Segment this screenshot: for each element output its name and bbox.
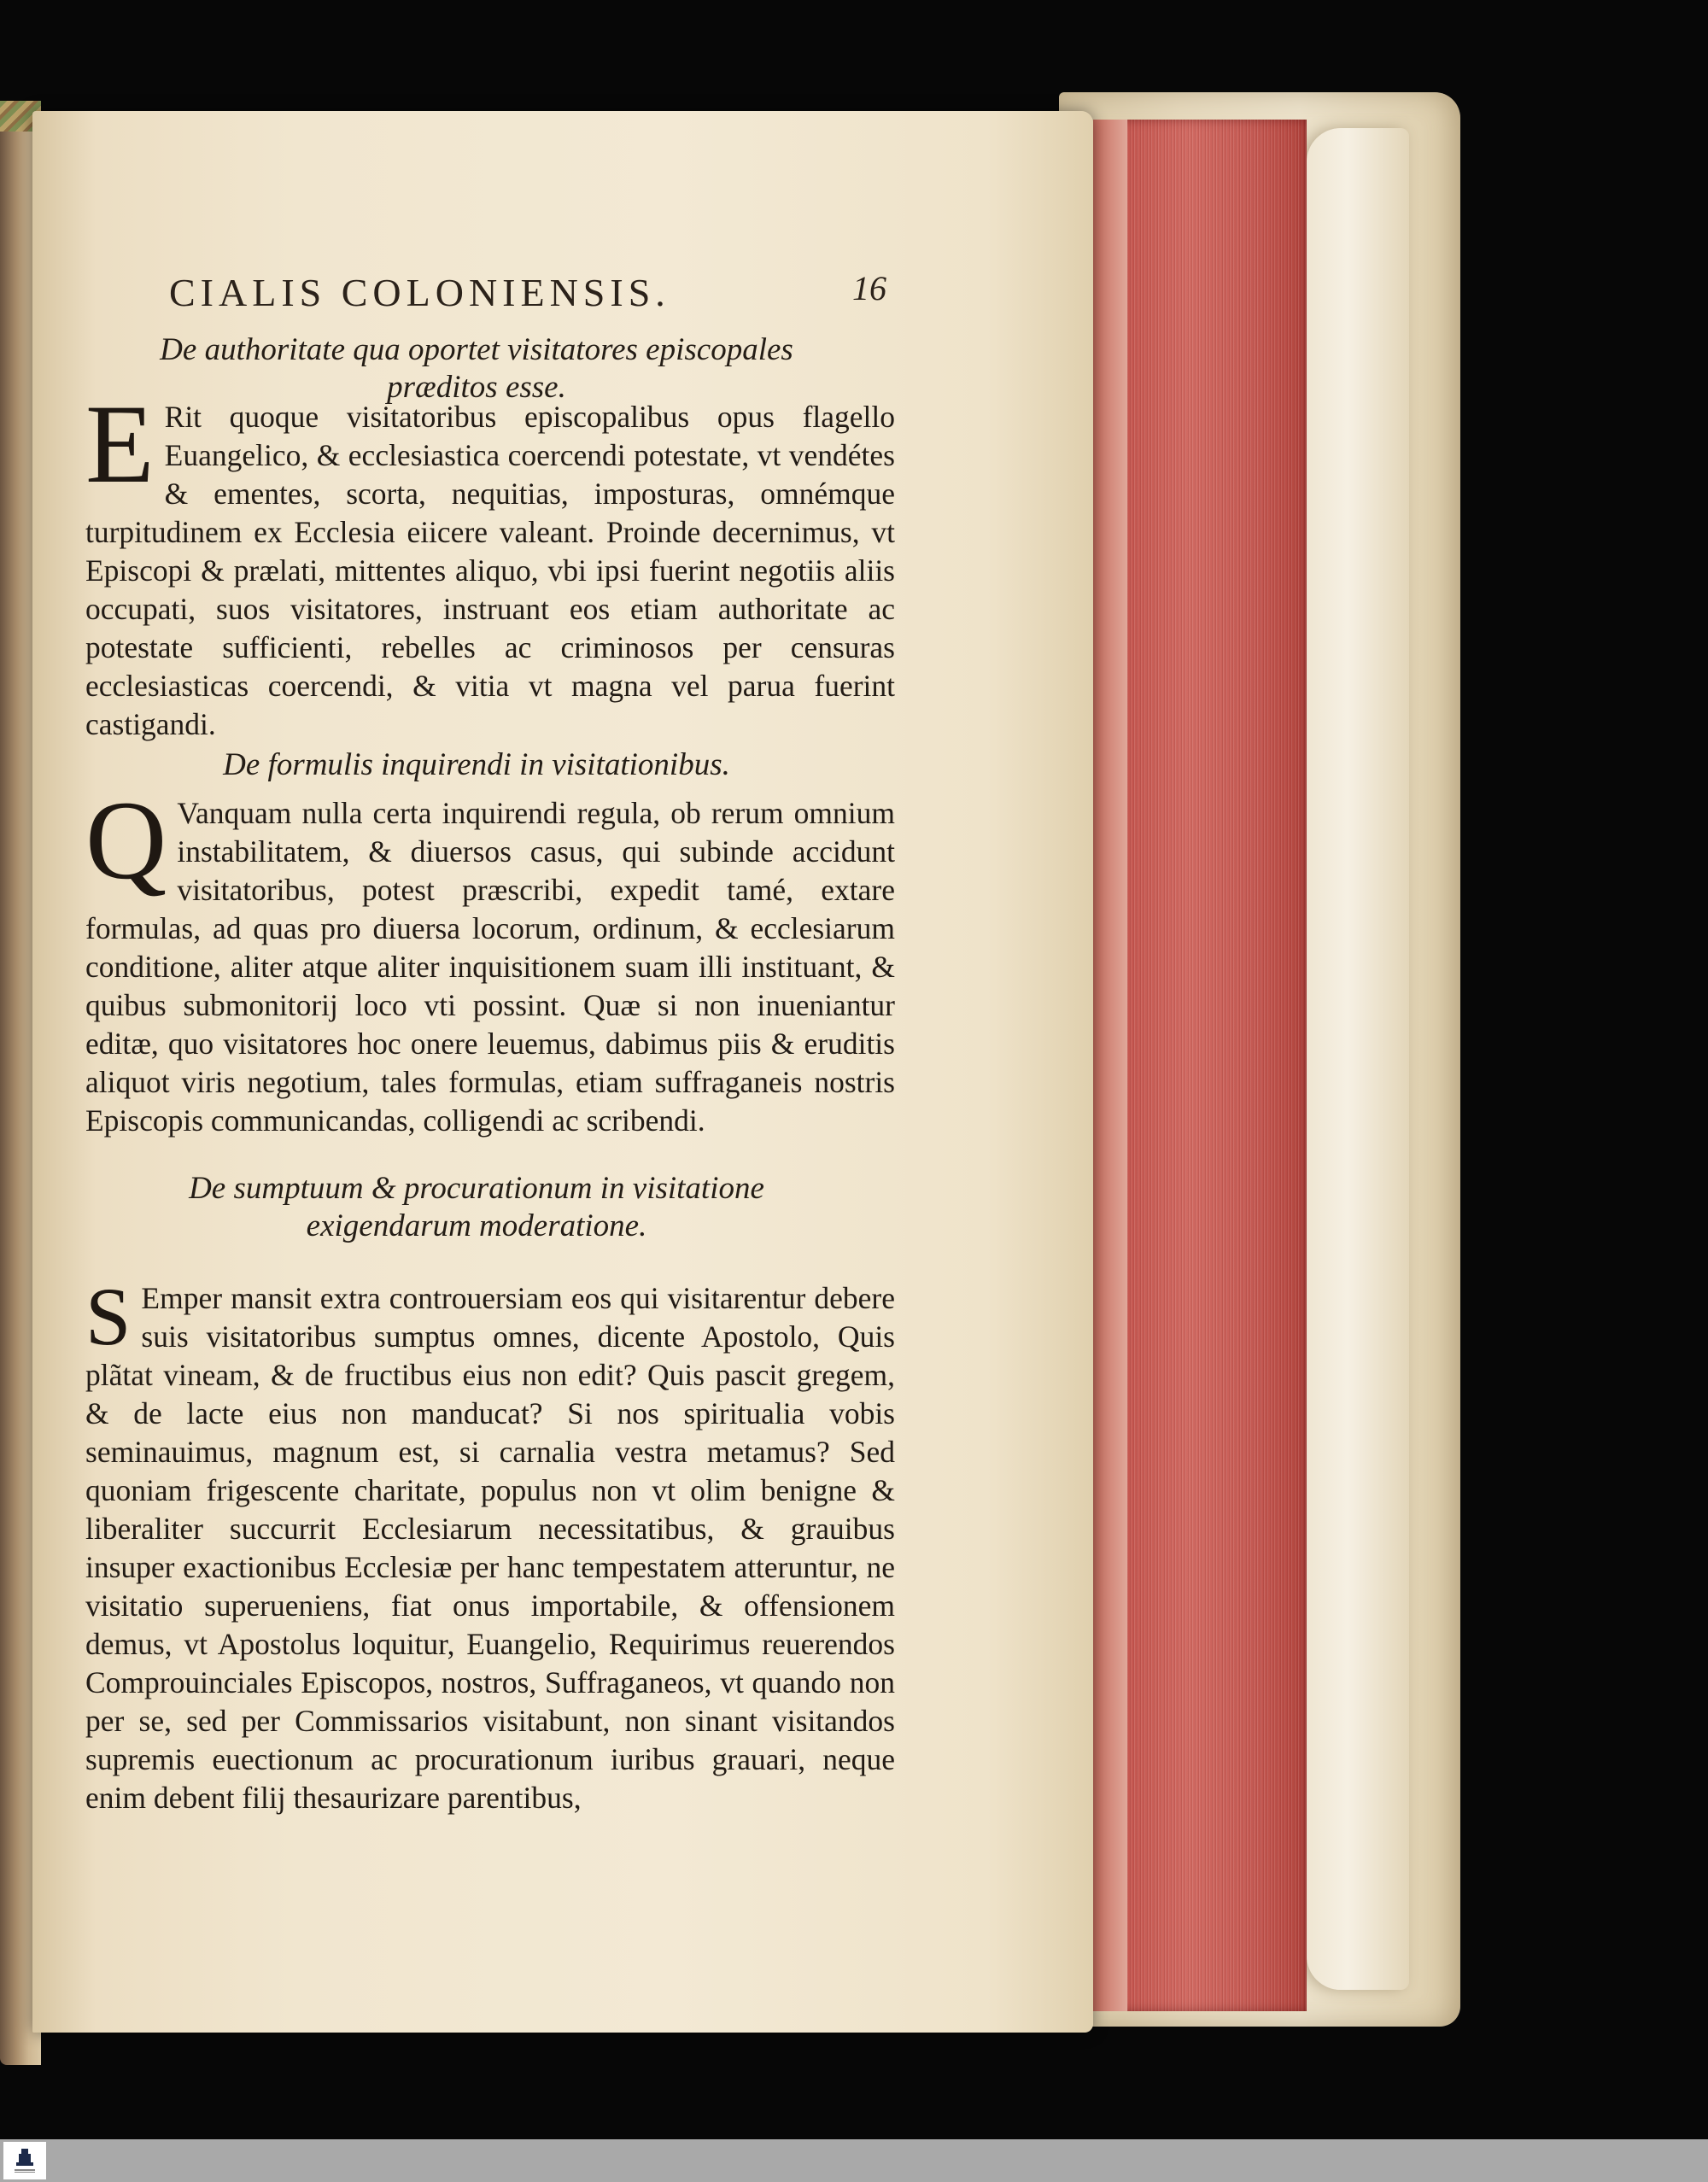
viewer-footer-bar: [0, 2139, 1708, 2182]
section-text-authoritate: [85, 381, 895, 744]
page-number: 16: [852, 269, 886, 307]
fore-edge-highlight: [1093, 120, 1127, 2011]
cover-fold: [1307, 128, 1409, 1990]
paragraph-body: Emper mansit extra controuersiam eos qui visitarentur debere suis visitatoribus sumptus omnes, dicente Apostolo, Quis plãtat vineam, & de fructibus eius non edit? Quis pascit gregem, & de lacte eius non manducat? Si nos spiritualia vobis seminauimus, magnum est, si carnalia vestra metamus? Sed quoniam frigescente charitate, populus non vt olim benigne & liberaliter succurrit Ecclesiarum necessitatibus, & grauibus insuper exactionibus Ecclesiæ per hanc tempestatem atteruntur, ne visitatio superueniens, fiat onus importabile, & offensionem demus, vt Apostolus loquitur, Euangelio, Requirimus reuerendos Comprouinciales Episcopos, nostros, Suffraganeos, vt quando non per se, sed per Commissarios visitabunt, non sinant visitandos supremis euectionum ac procurationum iuribus grauari, neque enim debent filij thesaurizare parentibus,: [85, 1281, 895, 1815]
section-text-formulis: [85, 777, 895, 1140]
section-heading-formulis: De formulis inquirendi in visitationibus.: [223, 747, 730, 782]
running-head: CIALIS COLONIENSIS.: [169, 271, 670, 314]
section-heading-authoritate: De authoritate qua oportet visitatores episcopales præditos esse.: [160, 332, 793, 405]
section-heading-sumptuum: De sumptuum & procurationum in visitatione exigendarum moderatione.: [189, 1171, 764, 1243]
dropcap-initial: E: [85, 381, 155, 506]
library-logo-icon: [3, 2142, 46, 2179]
dropcap-initial: S: [85, 1271, 132, 1362]
paragraph-body: Rit quoque visitatoribus episcopalibus opus flagello Euangelico, & ecclesiastica coercendi potestate, vt vendétes & ementes, scorta, nequitias, imposturas, omnémque turpitudinem ex Ecclesia eiicere valeant. Proinde decernimus, vt Episcopi & prælati, mittentes aliquo, vbi ipsi fuerint negotiis aliis occupati, suos visitatores, instruant eos etiam authoritate ac potestate sufficienti, rebelles ac criminosos per censuras ecclesiasticas coercendi, & vitia vt magna vel parua fuerint castigandi.: [85, 400, 895, 741]
section-text-sumptuum: [85, 1271, 895, 1817]
library-logo-icon: [15, 2147, 35, 2174]
dropcap-initial: Q: [85, 777, 167, 903]
paragraph-body: Vanquam nulla certa inquirendi regula, ob rerum omnium instabilitatem, & diuersos casus, qui subinde accidunt visitatoribus, potest præscribi, expedit tamé, extare formulas, ad quas pro diuersa locorum, ordinum, & ecclesiarum conditione, aliter atque aliter inquisitionem suam illi instituant, & quibus submonitorij loco vti possint. Quæ si non inueniantur editæ, quo visitatores hoc onere leuemus, dabimus piis & eruditis aliquot viris negotium, tales formulas, etiam suffraganeis nostris Episcopis communicandas, colligendi ac scribendi.: [85, 796, 895, 1138]
book-page: [32, 111, 1093, 2033]
